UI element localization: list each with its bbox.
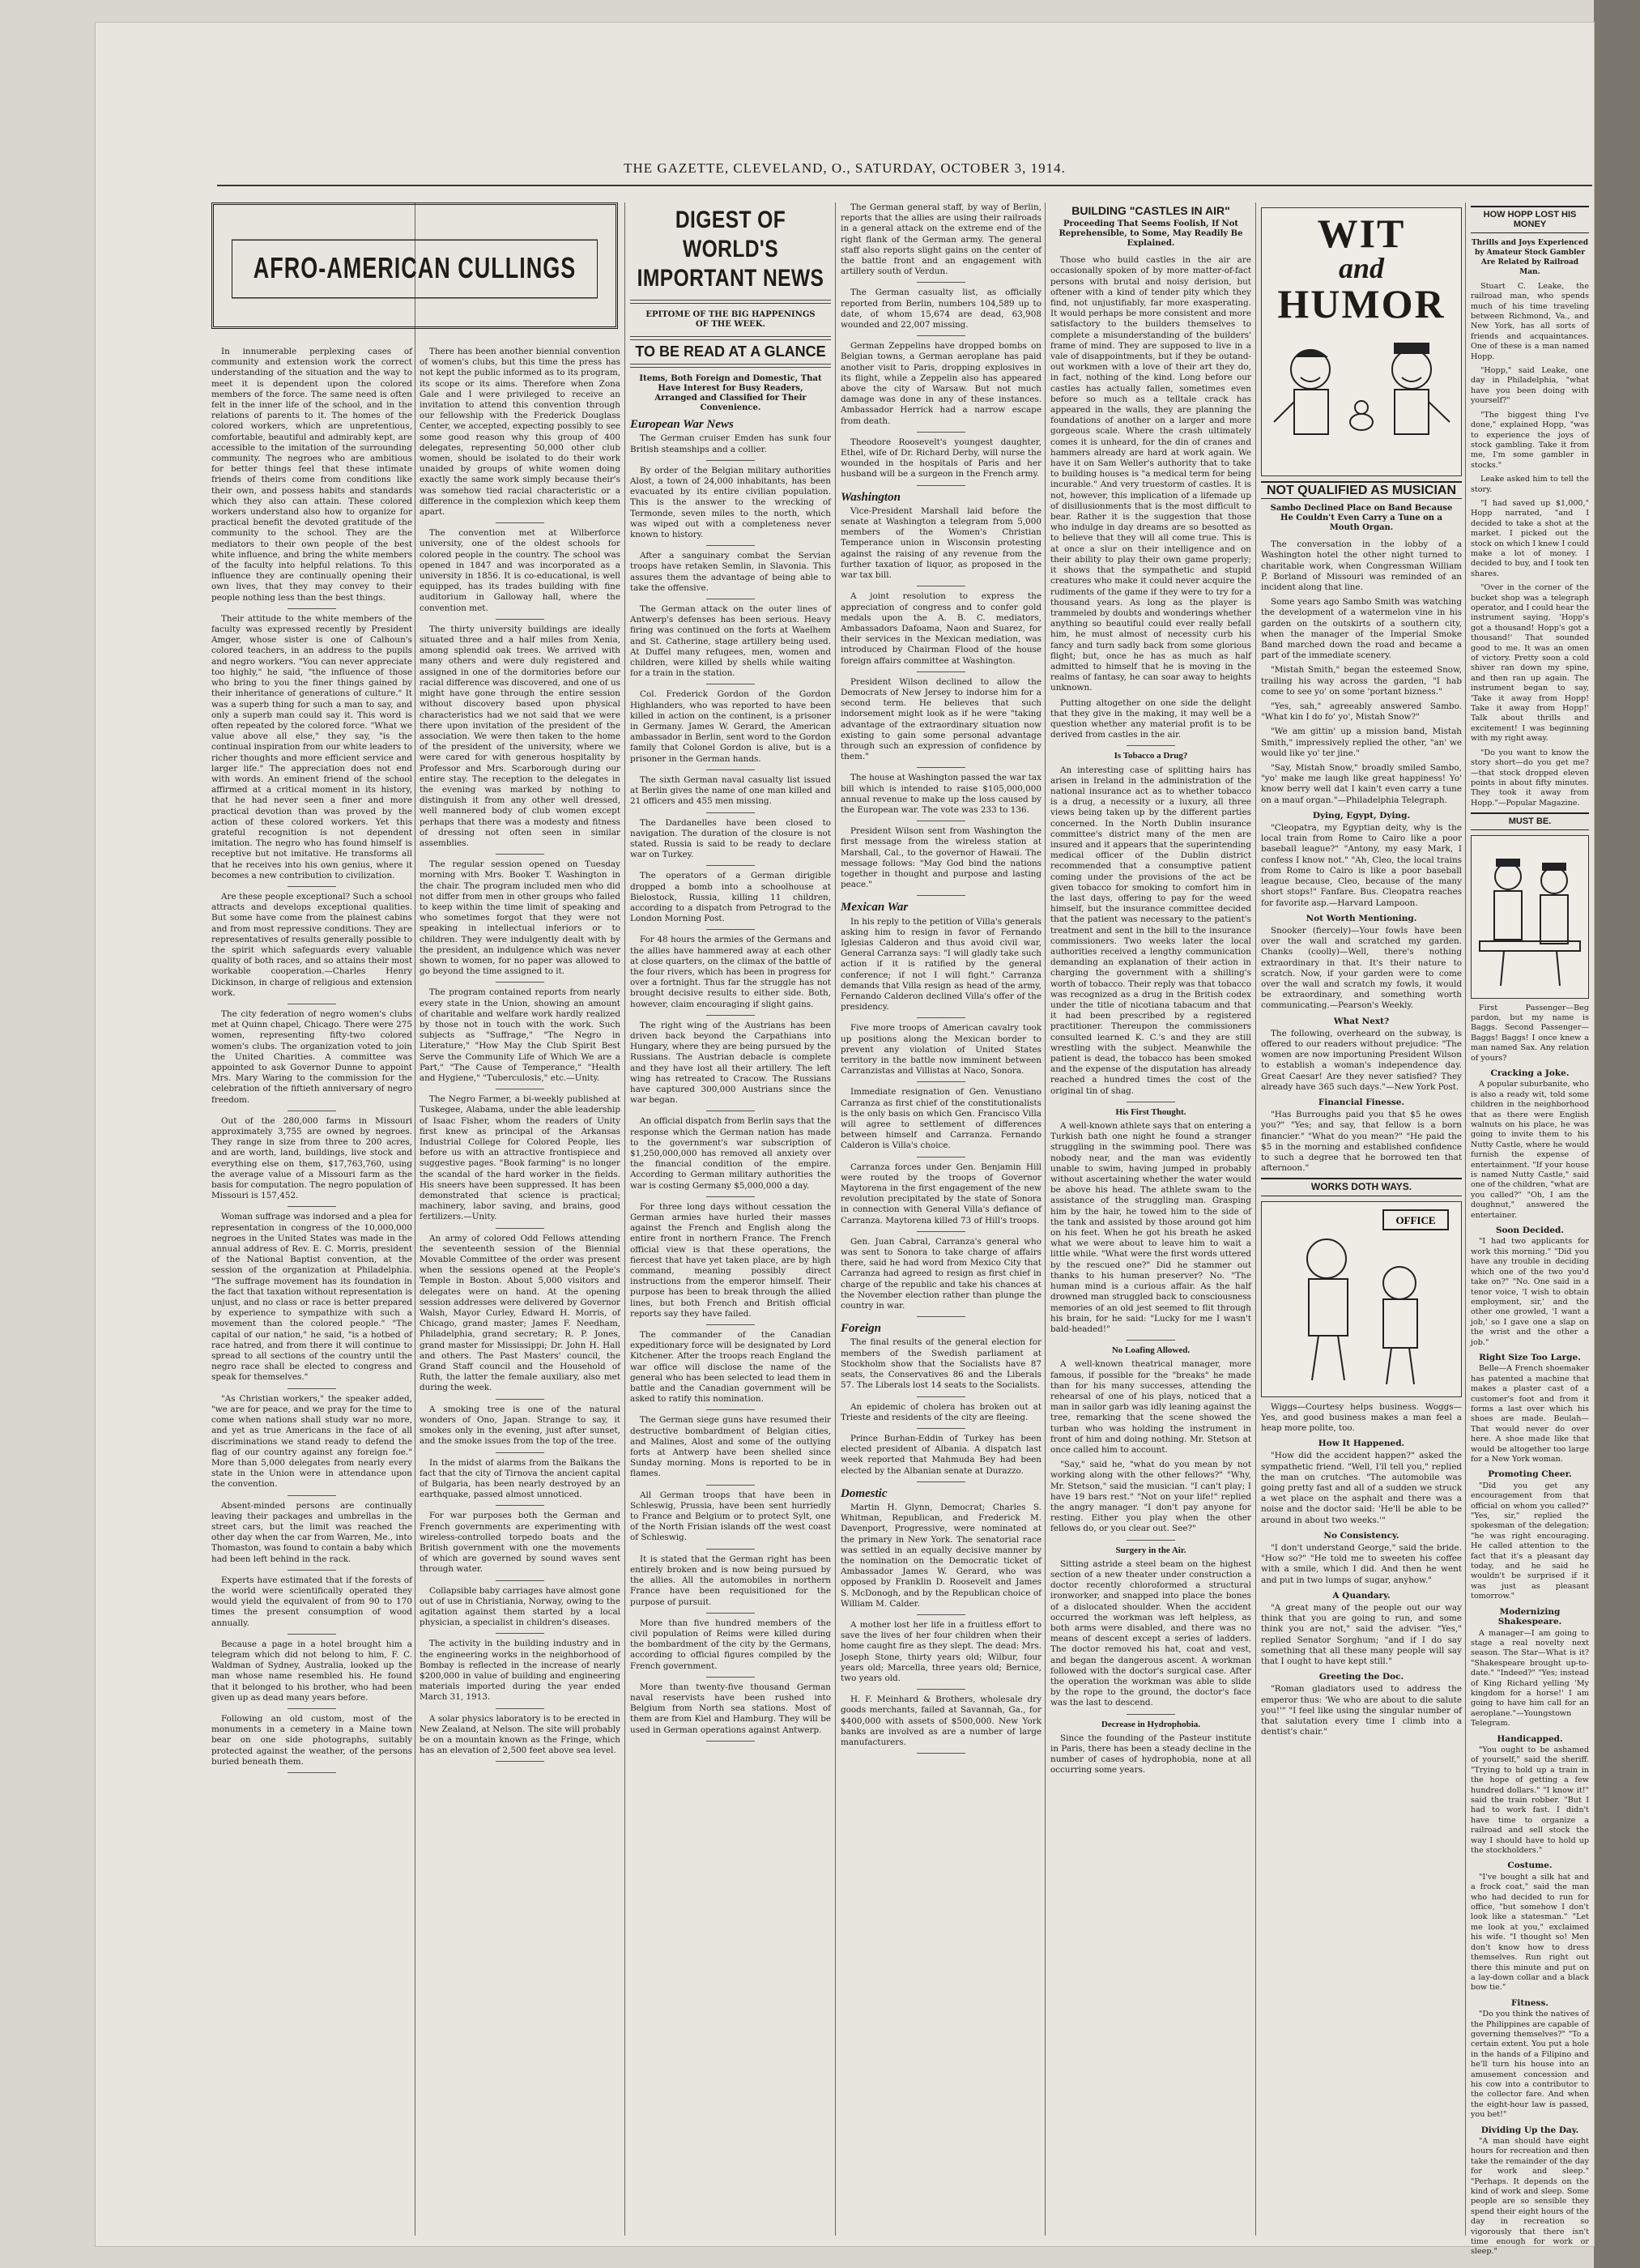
passengers-illustration bbox=[1472, 836, 1588, 996]
item-separator bbox=[917, 485, 965, 486]
article-paragraph: "Over in the corner of the bucket shop was a telegraph operator, and I could hear the instrument saying, 'Hopp's got a thousand! Hopp's got a thousand!' That sounded good to me. It was an omen of victory. Pretty soon a cold shiver ran down my spine, and then ran up again. The instrument began to say, 'Take it away from Hopp! Take it away from Hopp!' Talk about thrills and excitement! I was beginning with my right away. bbox=[1471, 583, 1589, 744]
article-paragraph: Out of the 280,000 farms in Missouri approximately 3,755 are owned by negroes. They range in size from three to 200 acres, and are worth, land, buildings, live stock and everything else on them, $17,763,760, using the average value of a Missouri farm as the basis for computation. The negro population of Missouri is 157,452. bbox=[211, 1115, 412, 1201]
joke-text: "I had two applicants for work this morning." "Did you have any trouble in deciding which one of the two you'd take on?" "No. One said in a tenor voice, 'I wish to obtain employment, sir,' and the other one growled, 'I want a job,' so I gave one a slap on the wrist and the other a job." bbox=[1471, 1237, 1589, 1347]
article-paragraph: A solar physics laboratory is to be erected in New Zealand, at Nelson. The site will probably be on a mountain known as the Fringe, which has an elevation of 2,500 feet above sea level. bbox=[420, 1713, 620, 1756]
joke-text: "Roman gladiators used to address the emperor thus: 'We who are about to die salute you!'" "I feel like using the singular number of that salutation every time I climb into a dentist's chair." bbox=[1261, 1684, 1462, 1737]
article-paragraph: Carranza forces under Gen. Benjamin Hill were routed by the troops of Governor Maytorena in the first engagement of the new revolution precipitated by the state of Sonora in connection with General Villa's defiance of Carranza. Maytorena killed 73 of Hill's troops. bbox=[841, 1162, 1042, 1226]
item-separator bbox=[496, 1708, 544, 1709]
joke-text: Snooker (fiercely)—Your fowls have been over the wall and scratched my garden. Chanks (coolly)—Well, there's nothing extraordinary in that. It's their nature to scratch. Now, if your garden were to come over the wall and scratch my fowls, it would be extraordinary, and something worth communicating.—Pearson's Weekly. bbox=[1261, 925, 1462, 1011]
digest-title: DIGEST OF WORLD'S IMPORTANT NEWS bbox=[637, 207, 824, 292]
article-paragraph: More than five hundred members of the civil population of Reims were killed during the bombardment of the city by the Germans, according to official figures compiled by the French government. bbox=[630, 1618, 831, 1671]
item-separator bbox=[496, 854, 544, 855]
joke-heading: Greeting the Doc. bbox=[1318, 1672, 1404, 1682]
humor-title: HUMOR bbox=[1277, 281, 1446, 326]
article-paragraph: Prince Burhan-Eddin of Turkey has been elected president of Albania. A dispatch last week reported that Mahmuda Bey had been elected by the Albanian senate at Durazzo. bbox=[841, 1433, 1042, 1476]
cartoon-caption: NOT QUALIFIED AS MUSICIAN bbox=[1261, 481, 1462, 499]
article-paragraph: "Yes, sah," agreeably answered Sambo. "What kin I do fo' yo', Mistah Snow?" bbox=[1261, 701, 1462, 723]
item-separator bbox=[706, 1613, 755, 1614]
article-paragraph: A smoking tree is one of the natural wonders of Ono, Japan. Strange to say, it smokes only in the evening, just after sunset, and the smoke issues from the top of the tree. bbox=[420, 1404, 620, 1447]
article-paragraph: Following an old custom, most of the monuments in a cemetery in a Maine town bear on one side photographs, suitably protected against the weather, of the persons buried beneath them. bbox=[211, 1713, 412, 1767]
item-separator bbox=[706, 1015, 755, 1016]
joke-text: "A man should have eight hours for recreation and then take the remainder of the day for work and sleep." "Perhaps. It depends on the kind of work and sleep. Some people are so sensible they spend their eight hours of the day in recreation so vigorously that there isn't time enough for work or sleep." bbox=[1471, 2137, 1589, 2257]
article-paragraph: A joint resolution to express the appreciation of congress and to confer gold medals upon the A. B. C. mediators, Ambassadors Dafoama, Naon and Suarez, for their services in the Mexican mediation, was introduced by Chairman Flood of the house foreign affairs committee at Washington. bbox=[841, 591, 1042, 666]
article-paragraph: The final results of the general election for members of the Swedish parliament at Stockholm show that the Socialists have 87 seats, the Conservatives 86 and the Liberals 57. The Liberals lost 14 seats to the Socialists. bbox=[841, 1337, 1042, 1391]
item-separator bbox=[496, 1228, 544, 1229]
article-paragraph: Their attitude to the white members of the faculty was expressed recently by President Amger, whose sister is one of Calhoun's colored teachers, in an address to the pupils and negro workers. "You can never appreciate too highly," he said, "the influence of those who bring to you the finer things gained by their inheritance of generations of culture." It was a superb thing for such a man to say, and only a superb man could say it. This word is often repeated by the colored force. "What we value above all else," they say, "is the continual inspiration from our white leaders to richer thoughts and more efficient service and larger life." The appreciation does not end with words. An eminent friend of the school affirmed at a critical moment in its history, that he had never seen a finer and more practical devotion than was proved by the action of these colored workers. Yet this grateful recognition is not dependent imitation. The negro who has found himself is receptive but not imitative. He transforms all that he receives into his own genius, where it becomes a new contribution to civilization. bbox=[211, 613, 412, 880]
article-paragraph: In his reply to the petition of Villa's generals asking him to resign in favor of Fernando Iglesias Calderon and thus avoid civil war, General Carranza says: "I will gladly take such action if it is ratified by the general conference; if not I will fight." Carranza demands that Villa resign as head of the army, Fernando Calderon declined Villa's offer of the presidency. bbox=[841, 916, 1042, 1013]
item-separator bbox=[917, 282, 965, 283]
article-heading: Is Tobacco a Drug? bbox=[1114, 751, 1188, 761]
joke-heading: Dying, Egypt, Dying. bbox=[1312, 810, 1411, 821]
item-separator bbox=[917, 335, 965, 336]
article-paragraph: Five more troops of American cavalry took up positions along the Mexican border to prevent any violation of United States territory in the battle now imminent between Carranzistas and Villistas at Naco, Sonora. bbox=[841, 1023, 1042, 1076]
article-paragraph: A mother lost her life in a fruitless effort to save the lives of her four children when their home caught fire as they slept. The dead: Mrs. Joseph Stone, thirty years old; Wilbur, four years old; Marcella, three years old; Bernice, two years old. bbox=[841, 1619, 1042, 1683]
item-separator bbox=[706, 929, 755, 930]
item-separator bbox=[706, 1741, 755, 1742]
item-separator bbox=[706, 1196, 755, 1197]
item-separator bbox=[706, 1677, 755, 1678]
article-paragraph: The regular session opened on Tuesday morning with Mrs. Booker T. Washington in the chair. The program included men who did not differ from men in other groups who failed to keep within the time limit of speaking and who sometimes forgot that they were not speaking in intellectual inferiors or to children. They were indulgently dealt with by the president, an indulgence which was never shown to women, for no paper was allowed to go beyond the time assigned to it. bbox=[420, 859, 620, 977]
article-paragraph: The program contained reports from nearly every state in the Union, showing an amount of charitable and welfare work hardly realized by those not in touch with the work. Such subjects as "Suffrage," "The Negro in Literature," "How May the Club Spirit Best Serve the Community Life of Which We are a Part," "The Cause of Temperance," "Health and Hygiene," "Tuberculosis," etc.—Unity. bbox=[420, 987, 620, 1083]
column-wit-humor bbox=[1261, 202, 1462, 2228]
article-heading: Surgery in the Air. bbox=[1115, 1545, 1186, 1555]
article-paragraph: The German casualty list, as officially reported from Berlin, numbers 104,589 up to date, of whom 15,674 are dead, 63,908 wounded and 22,007 missing. bbox=[841, 288, 1042, 330]
article-paragraph: An interesting case of splitting hairs has arisen in Ireland in the administration of the national insurance act as to whether tobacco is a drug, a necessity or a luxury, all three views being taken up by the different parties concerned. In the North Dublin insurance committee's district many of the men are insured and it appears that the superintending medical officer of the Dublin district recommended that a consumptive patient coming under the provisions of the act be given tobacco for smoking to comfort him in the last days, offering to pay for the weed himself, but the insurance committee decided that the patient was necessary to the patient's treatment and sent in the bill to the insurance commissioners. Two weeks later the local authorities received a lengthy communication demanding an explanation of their action in charging the government with a shilling's worth of tobacco. Their reply was that tobacco was recognized as a drug in the British codex under the title of nicotiana tabacum and that it had been prescribed by a registered practitioner. Thereupon the commissioners consulted learned K. C.'s and they are still wrestling with the subject. Meanwhile the patient is dead, the tobacco has been smoked and the expense of the disputation has already reached a hundred times the cost of the original tin of shag. bbox=[1050, 765, 1251, 1096]
hopp-title: HOW HOPP LOST HIS MONEY bbox=[1471, 206, 1589, 233]
cartoon-caption: MUST BE. bbox=[1471, 812, 1589, 829]
article-paragraph: More than twenty-five thousand German naval reservists have been rushed into Belgium from North sea stations. Most of them are from Kiel and Hamburg. They will be used in German operations against Antwerp. bbox=[630, 1682, 831, 1735]
cartoon-caption: WORKS DOTH WAYS. bbox=[1261, 1178, 1462, 1196]
item-separator bbox=[917, 1017, 965, 1018]
item-separator bbox=[288, 1206, 336, 1207]
item-separator bbox=[706, 1485, 755, 1486]
column-cullings-2 bbox=[420, 347, 620, 2226]
column-rule bbox=[1255, 202, 1256, 2236]
column-cullings-1 bbox=[211, 347, 412, 2226]
article-heading: His First Thought. bbox=[1115, 1106, 1186, 1117]
article-paragraph: All German troops that have been in Schleswig, Prussia, have been sent hurriedly to France and Belgium or to protect Sylt, one of the North Frisian islands off the west coast of Schleswig. bbox=[630, 1490, 831, 1543]
item-separator bbox=[917, 1753, 965, 1754]
office-sign-text: OFFICE bbox=[1395, 1213, 1436, 1226]
wit-humor-cartoon bbox=[1261, 207, 1462, 476]
article-heading: Decrease in Hydrophobia. bbox=[1101, 1719, 1201, 1729]
joke-heading: Costume. bbox=[1507, 1861, 1553, 1871]
item-separator bbox=[706, 812, 755, 813]
item-separator bbox=[706, 1409, 755, 1410]
item-separator bbox=[917, 1231, 965, 1232]
cullings-header bbox=[211, 202, 618, 340]
joke-text: "I don't understand George," said the bride. "How so?" "He told me to sweeten his coffee with a smile, which I did. And then he went and put in two lumps of sugar, anyhow." bbox=[1261, 1543, 1462, 1585]
cartoon-text: First Passenger—Beg pardon, but my name is Baggs. Second Passenger—Baggs! Baggs! I once knew a man named Sax. Any relation of yours? bbox=[1471, 1003, 1589, 1063]
item-separator bbox=[917, 1396, 965, 1397]
article-paragraph: Stuart C. Leake, the railroad man, who spends much of his time traveling between Richmond, Va., and New York, has all sorts of friends and acquaintances. One of these is a man named Hopp. bbox=[1471, 281, 1589, 361]
article-paragraph: The activity in the building industry and in the engineering works in the neighborhood of Bombay is reflected in the increase of nearly $200,000 in value of building and engineering materials imported during the year ended March 31, 1913. bbox=[420, 1639, 620, 1703]
article-paragraph: Sitting astride a steel beam on the highest section of a new theater under construction a doctor recently chloroformed a structural ironworker, and snapped into place the bones of a dislocated shoulder. When the accident occurred the workman was left helpless, as both arms were disabled, and there was no means of descent except a series of ladders. The doctor removed his hat, coat and vest, and began the dangerous ascent. A workman followed with the doctor's surgical case. After the operation the workman was able to slide by the rope to the ground, the doctor's face was the last to descend. bbox=[1050, 1558, 1251, 1708]
item-separator bbox=[917, 1428, 965, 1429]
column-rule bbox=[1045, 202, 1046, 2236]
article-paragraph: President Wilson declined to allow the Democrats of New Jersey to indorse him for a second term. He believes that such indorsement might look as if he were "taking advantage of the extraordinary situation now existing to gain some personal advantage through such an expression of confidence by them." bbox=[841, 676, 1042, 762]
item-separator bbox=[288, 1570, 336, 1571]
joke-heading: Financial Finesse. bbox=[1318, 1097, 1405, 1107]
column-rule bbox=[624, 202, 625, 2236]
article-paragraph: Experts have estimated that if the forests of the world were scientifically operated they would yield the equivalent of from 90 to 170 times the present consumption of wood annually. bbox=[211, 1575, 412, 1628]
item-separator bbox=[706, 1549, 755, 1550]
article-paragraph: Theodore Roosevelt's youngest daughter, Ethel, wife of Dr. Richard Derby, will nurse the wounded in the hospitals of Paris and her husband will be a surgeon in the French army. bbox=[841, 437, 1042, 480]
item-separator bbox=[706, 460, 755, 461]
item-separator bbox=[917, 1316, 965, 1317]
passengers-cartoon bbox=[1471, 835, 1589, 999]
item-separator bbox=[496, 1452, 544, 1453]
and-title: and bbox=[1338, 252, 1385, 284]
column-rule bbox=[835, 202, 836, 2236]
item-separator bbox=[917, 1614, 965, 1615]
article-paragraph: The Negro Farmer, a bi-weekly published at Tuskegee, Alabama, under the able leadership of Isaac Fisher, whom the readers of Unity first knew as principal of the Arkansas Industrial College for Colored People, lies before us with an attractive frontispiece and suggestive pages. "Book farming" is no longer the scandal of the hard worker in the fields. His sneers have been suppressed. It has been demonstrated that science is practical; machinery, labor saving, and brains, good fertilizers.—Unity. bbox=[420, 1094, 620, 1222]
joke-heading: Promoting Cheer. bbox=[1488, 1469, 1572, 1480]
column-castles bbox=[1050, 202, 1251, 2228]
joke-text: "Cleopatra, my Egyptian deity, why is the local train from Rome to Cairo like a poor baseball league?" "Antony, my easy Mark, I confess I know not." "Ah, Cleo, the local trains from Rome to Cairo is like a poor baseball league because, Cleo, because of the many short stops!" Fanfare. Bus. Cleopatra reaches for favorite asp.—Harvard Lampoon. bbox=[1261, 823, 1462, 908]
article-paragraph: Immediate resignation of Gen. Venustiano Carranza as first chief of the constitutionalists is the only basis on which Gen. Francisco Villa will agree to settlement of differences between himself and Carranza. Fernando Calderon is Villa's choice. bbox=[841, 1087, 1042, 1151]
article-paragraph: A well-known athlete says that on entering a Turkish bath one night he found a stranger struggling in the swimming pool. There was nobody near, and the man was evidently unable to swim, having jumped in probably without ascertaining whether the water would be above his head. The athlete swam to the assistance of the struggling man. Grasping him by the hair, he towed him to the side of the tank and assisted by those around got him on his feet. When he got his breath he asked what we were about to leave him to wait a little while. "What were the first words uttered by the rescued one?" Did he stammer out thanks to his human preserver? No. "The human mind is a curious affair. As the half drowned man struggled back to consciousness memories of an old jest seemed to flit through his brain, for he said: "Lucky for me I wasn't bald-headed!" bbox=[1050, 1121, 1251, 1334]
joke-heading: A Quandary. bbox=[1332, 1590, 1391, 1601]
item-separator bbox=[496, 1580, 544, 1581]
joke-heading: How It Happened. bbox=[1318, 1439, 1405, 1449]
article-paragraph: The commander of the Canadian expeditionary force will be designated by Lord Kitchener. After the troops reach England the war office will disclose the name of the general who has been selected to lead them in battle and the Canadian government will be asked to ratify this nomination. bbox=[630, 1330, 831, 1405]
item-separator bbox=[288, 608, 336, 609]
article-paragraph: "I had saved up $1,000," Hopp narrated, "and I decided to take a shot at the market. I picked out the stock on which I knew I could make a lot of money. I decided to buy, and I took ten shares. bbox=[1471, 498, 1589, 578]
cullings-title: AFRO-AMERICAN CULLINGS bbox=[232, 240, 598, 299]
article-paragraph: "Hopp," said Leake, one day in Philadelphia, "what have you been doing with yourself?" bbox=[1471, 366, 1589, 406]
section-heading: European War News bbox=[630, 418, 734, 432]
article-paragraph: A well-known theatrical manager, more famous, if possible for the "breaks" he made than for his many successes, attending the rehearsal of one of his plays, noticed that a man in sailor garb was idly leaning against the tree, remarking that the scene showed the turban who was holding the instrument in front of him and doing nothing. Mr. Stetson at once called him to account. bbox=[1050, 1359, 1251, 1455]
column-rule bbox=[1465, 202, 1466, 2236]
joke-heading: Soon Decided. bbox=[1495, 1226, 1565, 1236]
joke-heading: Right Size Too Large. bbox=[1479, 1352, 1581, 1362]
article-paragraph: "As Christian workers," the speaker added, "we are for peace, and we pray for the time to come when nations shall study war no more, and yet as true Americans in the face of all discriminations we stand ready to defend the flag of our country against any foreign foe." More than 5,000 delegates from nearly every state in the Union were in attendance upon the convention. bbox=[211, 1393, 412, 1490]
article-paragraph: H. F. Meinhard & Brothers, wholesale dry goods merchants, failed at Savannah, Ga., for $400,000 with assets of $500,000. New York banks are involved as are a number of large manufacturers. bbox=[841, 1695, 1042, 1747]
item-separator bbox=[917, 671, 965, 672]
section-heading: Washington bbox=[841, 490, 901, 504]
article-paragraph: For war purposes both the German and French governments are experimenting with wireless-controlled torpedo boats and the British government with one the movements of which are governed by sound waves sent through water. bbox=[420, 1511, 620, 1575]
joke-text: "How did the accident happen?" asked the sympathetic friend. "Well, I'll tell you," replied the man on crutches. "The automobile was going pretty fast and all of a sudden we struck a wet place on the asphalt and there was a noise and the doctor said: 'He'll be able to be around in about two weeks.'" bbox=[1261, 1451, 1462, 1525]
article-paragraph: "Mistah Smith," began the esteemed Snow, trailing his way across the garden, "I hab come to see yo' on some 'portant bizness." bbox=[1261, 665, 1462, 697]
article-paragraph: The convention met at Wilberforce university, one of the oldest schools for colored people in the country. The school was opened in 1847 and was incorporated as a university in 1856. It is co-educational, is well equipped, has its trades building with fine auditorium in Galloway hall, where the convention met. bbox=[420, 528, 620, 613]
joke-heading: Modernizing Shakespeare. bbox=[1497, 1606, 1562, 1627]
item-separator bbox=[496, 1761, 544, 1762]
digest-subtitle-2: TO BE READ AT A GLANCE bbox=[635, 343, 826, 360]
joke-text: A popular suburbanite, who is also a ready wit, told some children in the neighborhood that as there were English walnuts on his place, he was going to invite them to his Nutty Castle, where he would furnish the expense of entertainment. "If your house is named Nutty Castle," said one of the children, "what are you called?" "Oh, I am the doughnut," answered the entertainer. bbox=[1471, 1080, 1589, 1220]
article-paragraph: President Wilson sent from Washington the first message from the wireless station at Marshall, Cal., to the governor of Hawaii. The message follows: "May God bind the nations together in thought and purpose and lasting peace." bbox=[841, 826, 1042, 890]
item-separator bbox=[288, 1708, 336, 1709]
cartoon-text: Wiggs—Courtesy helps business. Woggs—Yes, and good business makes a man feel a heap more polite, too. bbox=[1261, 1401, 1462, 1433]
column-news bbox=[841, 202, 1042, 2228]
article-paragraph: The German siege guns have resumed their destructive bombardment of Belgian cities, and Malines, Alost and some of the outlying forts at Antwerp have been shelled since Sunday morning. Mons is reported to be in flames. bbox=[630, 1415, 831, 1479]
item-separator bbox=[496, 1399, 544, 1400]
article-paragraph: In the midst of alarms from the Balkans the fact that the city of Tirnova the ancient capital of Bulgaria, has been nearly destroyed by an earthquake, passed almost unnoticed. bbox=[420, 1457, 620, 1500]
joke-heading: Handicapped. bbox=[1497, 1733, 1563, 1744]
article-paragraph: For 48 hours the armies of the Germans and the allies have hammered away at each other at close quarters, on the climax of the battle of the four rivers, which has been in progress for over a fortnight. Thus far the struggle has not brought decisive results to either side. Both, however, claim encouraging if slight gains. bbox=[630, 935, 831, 1009]
article-paragraph: "We am gittin' up a mission band, Mistah Smith," impressively replied the other, "an' we would like yo' ter jine." bbox=[1261, 727, 1462, 758]
article-paragraph: The sixth German naval casualty list issued at Berlin gives the name of one man killed and 21 officers and 455 men missing. bbox=[630, 774, 831, 807]
office-illustration bbox=[1262, 1202, 1461, 1395]
joke-heading: Not Worth Mentioning. bbox=[1306, 913, 1417, 923]
item-separator bbox=[288, 1772, 336, 1773]
article-paragraph: An epidemic of cholera has broken out at Trieste and residents of the city are fleeing. bbox=[841, 1401, 1042, 1422]
article-paragraph: Putting altogether on one side the delight that they give in the making, it may well be a question whether any material profit is to be derived from castles in the air. bbox=[1050, 697, 1251, 740]
article-paragraph: "Say, Mistah Snow," broadly smiled Sambo, "yo' make me laugh like great happiness! Yo' know berry well dat I kain't even carry a tune on a mauf organ."—Philadelphia Telegraph. bbox=[1261, 763, 1462, 805]
article-paragraph: Some years ago Sambo Smith was watching the development of a watermelon vine in his garden on the outskirts of a southern city, when the manager of the Imperial Smoke Band marched down the road and became a part of the immediate scenery. bbox=[1261, 597, 1462, 661]
castles-title: BUILDING "CASTLES IN AIR" bbox=[1071, 204, 1230, 217]
hopp-deck: Thrills and Joys Experienced by Amateur Stock Gambler Are Related by Railroad Man. bbox=[1471, 238, 1589, 276]
article-paragraph: Since the founding of the Pasteur institute in Paris, there has been a steady decline in the number of cases of hydrophobia, none at all occurring some years. bbox=[1050, 1733, 1251, 1776]
office-cartoon bbox=[1261, 1201, 1462, 1397]
article-paragraph: It is stated that the German right has been entirely broken and is now being pursued by the allies. All the automobiles in northern France have been requisitioned for the purpose of pursuit. bbox=[630, 1554, 831, 1607]
article-paragraph: By order of the Belgian military authorities Alost, a town of 24,000 inhabitants, has been evacuated by its entire civilian population. This is the answer to the wrecking of Termonde, seven miles to the north, which was wiped out with a completeness never known to history. bbox=[630, 465, 831, 540]
item-separator bbox=[496, 522, 544, 523]
section-heading: Foreign bbox=[841, 1322, 882, 1336]
article-paragraph: Because a page in a hotel brought him a telegram which did not belong to him, F. C. Waldman of Sydney, Australia, looked up the man whose name resembled his. He found that it belonged to his brother, who had been given up as dead many years before. bbox=[211, 1639, 412, 1703]
item-separator bbox=[496, 1633, 544, 1634]
article-paragraph: There has been another biennial convention of women's clubs, but this time the press has not kept the public informed as to its program, its scope or its aims. Therefore when Zona Gale and I were privileged to receive an invitation to attend this convention through our fellowship with the Frederick Douglass Center, we accepted, expecting possibly to see some good reason why this group of 400 delegates, representing 50,000 other club women, should be isolated to do their work unaided by groups of white women doing exactly the same work simply because their's was somehow tied racial characteristic or a difference in the complexion which keep them apart. bbox=[420, 347, 620, 518]
joke-text: "Has Burroughs paid you that $5 he owes you?" "Yes; and say, that fellow is a born financier." "What do you mean?" "He paid the $5 in the morning and established confidence to such a degree that he borrowed ten that afternoon." bbox=[1261, 1110, 1462, 1174]
article-paragraph: The thirty university buildings are ideally situated three and a half miles from Xenia, among splendid oak trees. We arrived with many others and were duly registered and assigned in one of the dormitories before our racial difference was discovered, and one of us might have gone through the entire session without discovery based upon physical characteristics had we not said that we were there upon invitation of the president of the association. We were then taken to the home of the president of the university, where we were cared for with generous hospitality by Professor and Mrs. Scarborough during our entire stay. The reception to the delegates in the evening was marked by nothing to distinguish it from any other well dressed, well mannered body of club women except perhaps that there was a modesty and fitness of dressing not often seen in similar assemblies. bbox=[420, 624, 620, 848]
article-paragraph: The Dardanelles have been closed to navigation. The duration of the closure is not stated. Russia is said to be ready to declare war on Turkey. bbox=[630, 817, 831, 860]
joke-heading: No Consistency. bbox=[1323, 1530, 1399, 1541]
masthead-rule bbox=[217, 185, 1592, 186]
joke-text: The following, overheard on the subway, is offered to our readers without prejudice: "The women are now importuning President Wilson to establish a woman's independence day. Great Caesar! Are they never satisfied? They already have 365 such days."—New York Post. bbox=[1261, 1028, 1462, 1092]
article-paragraph: The German general staff, by way of Berlin, reports that the allies are using their railroads in a general attack on the extreme end of the right flank of the German army. The general staff also reports slight gains on the center of the battle front and an engagement with artillery south of Verdun. bbox=[841, 202, 1042, 277]
joke-text: Belle—A French shoemaker has patented a machine that makes a plaster cast of a customer's foot and from it forms a last over which his shoes are made. Beulah—That would never do over here. A shoe made like that would be altogether too large for a New York woman. bbox=[1471, 1364, 1589, 1464]
joke-text: "A great many of the people out our way think that you are going to run, and some think you are not," said the adviser. "Yes," replied Senator Sorghum; "and if I do say something that all these many people will say that I ought to have kept still." bbox=[1261, 1603, 1462, 1667]
article-paragraph: For three long days without cessation the German armies have hurled their masses against the French and English along the entire front in northern France. The French official view is that these operations, the fiercest that have yet taken place, are by high command, meaning possibly direct instructions from the emperor himself. Their purpose has been to break through the allied lines, but both French and British official reports say they have failed. bbox=[630, 1201, 831, 1319]
article-paragraph: Those who build castles in the air are occasionally spoken of by more matter-of-fact persons with brutal and noisy derision, but oftener with a kind of tender pity which they find, not unjustifiably, far more exasperating. It would perhaps be more consistent and more satisfactory to the builders themselves to complete a misunderstanding of the builders' frame of mind. They are supposed to live in a vale of disappointments, but if they be outand-out workmen with a love of their art they do, in fact, nothing of the kind. Long before our castles has actually fallen, sometimes even before so much as a telltale crack has appeared in the walls, they are planning the foundations of another on a larger and more gorgeous scale. Where the crash ultimately comes it is unheard, for the din of cranes and hammers already are hard at work again. We have it on Sam Weller's authority that to take to building houses is "a medical term for being incurable." And very truestorm of castles. It is not, however, this implication of a lifemade up of disillusionments that is the most difficult to bear. Rather it is the suggestion that those who indulge in day dreams are so besotted as to believe that they will all come true. This is at once a slur on their intelligence and on their ability to play their own game properly; it shows that the sympathetic and stupid creatures who make it could never acquire the rudiments of the game if they were to try for a thousand years. As long as the player is trammeled by doubts and wonderings whether anything so beautiful could ever really befall him, he must almost of necessity curb his fancy and turn sadly back from some glorious flight; but, once he has as much as half admitted to himself that he is moving in the realms of fantasy, he can soar away to heights unknown. bbox=[1050, 255, 1251, 693]
article-paragraph: After a sanguinary combat the Servian troops have retaken Semlin, in Slavonia. This assures them the advantage of being able to take the offensive. bbox=[630, 551, 831, 593]
article-paragraph: In innumerable perplexing cases of community and extension work the correct understanding of the situation and the way to meet it is dependent upon the colored members of the force. The same need is often felt in the inner life of the school, and in the relations of parents to it. The homes of the colored workers, which are unpretentious, comfortable, beautiful and admirably kept, are accessible to the imitation of the surrounding community. The negroes who are ambitious for better things feel that these intimate friends of theirs come from conditions like their own, and possess habits and standards which they also can attain. These colored workers understand also how to organize for practical benefit the devoted gratitude of the community to the school. They are the mediators to their own people of the best white influence, and bring the white members of the faculty into helpful relations. To this influence they are continually opening their own lives, that they may convey to their people nothing less than the best things. bbox=[211, 347, 412, 603]
joke-text: "I've bought a silk hat and a frock coat," said the man who had decided to run for office, "but somehow I don't look like a statesman." "Let me look at you," exclaimed his wife. "I thought so! Men don't know how to dress themselves. Run right out there this minute and put on a lay-down collar and a black bow tie." bbox=[1471, 1872, 1589, 1993]
item-separator bbox=[288, 1495, 336, 1496]
article-paragraph: An official dispatch from Berlin says that the response which the German nation has made to the government's war subscription of $1,250,000,000 has removed all anxiety over the financial condition of the empire. According to German military authorities the war is costing Germany $5,000,000 a day. bbox=[630, 1116, 831, 1191]
article-paragraph: "Do you want to know the story short—do you get me?—that stock dropped eleven points in about fifty minutes. They took it away from Hopp."—Popular Magazine. bbox=[1471, 748, 1589, 808]
item-separator bbox=[496, 1505, 544, 1506]
article-paragraph: "The biggest thing I've done," explained Hopp, "was to experience the joys of stock gambling. Take it from me, I'm some gambler in stocks." bbox=[1471, 410, 1589, 470]
article-paragraph: Collapsible baby carriages have almost gone out of use in Christiania, Norway, owing to the agitation against them started by a local physician, a specialist in children's diseases. bbox=[420, 1585, 620, 1628]
column-hopp bbox=[1471, 202, 1589, 2257]
article-paragraph: The conversation in the lobby of a Washington hotel the other night turned to charitable work, when Congressman William P. Borland of Missouri was reminded of an incident along that line. bbox=[1261, 539, 1462, 593]
item-separator bbox=[917, 767, 965, 768]
joke-heading: Dividing Up the Day. bbox=[1480, 2125, 1579, 2135]
article-paragraph: Are these people exceptional? Such a school attracts and develops exceptional qualities. But some have come from the plainest cabins and from most repressive conditions. They are representatives of results generally possible to the spirit which safeguards every valuable quality of both races, and so attains their most workable cooperation.—Charles Henry Dickinson, in charge of religious and extension work. bbox=[211, 891, 412, 998]
item-separator bbox=[288, 1388, 336, 1389]
item-separator bbox=[706, 865, 755, 866]
castles-deck: Proceeding That Seems Foolish, If Not Reprehensible, to Some, May Readily Be Explained. bbox=[1059, 220, 1243, 249]
item-separator bbox=[917, 1481, 965, 1482]
wit-title: WIT bbox=[1317, 211, 1406, 256]
joke-heading: Fitness. bbox=[1510, 1997, 1549, 2008]
item-separator bbox=[917, 895, 965, 896]
article-paragraph: Leake asked him to tell the story. bbox=[1471, 475, 1589, 494]
article-paragraph: The house at Washington passed the war tax bill which is intended to raise $105,000,000 annual revenue to make up the loss caused by the European war. The vote was 233 to 136. bbox=[841, 773, 1042, 815]
article-paragraph: An army of colored Odd Fellows attending the seventeenth session of the Biennial Movable Committee of the order was present when the sessions opened at the People's Temple in Boston. About 5,000 visitors and delegates were on hand. At the opening session addresses were delivered by Governor Walsh, Mayor Curley, Edward H. Morris, of Chicago, grand master; James F. Needham, Philadelphia, grand secretary; R. P. Jones, grand master for Mississippi; Dr. John H. Hall and others. The Past Masters' council, the Grand Staff council and the Household of Ruth, the latter the female auxiliary, also met during the week. bbox=[420, 1233, 620, 1393]
column-digest bbox=[630, 202, 831, 2228]
newspaper-page bbox=[96, 23, 1594, 2257]
joke-text: A manager—I am going to stage a real novelty next season. The Star—What is it? "Shakespeare brought up-to-date." "Indeed?" "Yes; instead of King Richard yelling 'My kingdom for a horse!' I am going to have him call for an aeroplane."—Youngstown Telegram. bbox=[1471, 1628, 1589, 1729]
item-separator bbox=[288, 1634, 336, 1635]
joke-text: "You ought to be ashamed of yourself," said the sheriff. "Trying to hold up a train in the hope of getting a few hundred dollars." "I know it!" said the train robber. "But I had to work fast. I didn't have time to organize a railroad and sell stock the way I should have to hold up the stockholders." bbox=[1471, 1745, 1589, 1856]
article-paragraph: Gen. Juan Cabral, Carranza's general who was sent to Sonora to take charge of affairs there, said he had word from Mexico City that Carranza had agreed to resign as first chief in charge of the republic and take his chances at the November election rather than plunge the country in war. bbox=[841, 1236, 1042, 1311]
separator bbox=[630, 364, 831, 368]
article-paragraph: Col. Frederick Gordon of the Gordon Highlanders, who was reported to have been killed in action on the continent, is a prisoner in Germany. James W. Gerard, the American ambassador in Berlin, sent word to the Gordon family that Colonel Gordon is alive, but is a prisoner in the German hands. bbox=[630, 689, 831, 764]
joke-text: "Do you think the natives of the Philippines are capable of governing themselves?" "To a certain extent. You put a hole in the hands of a Filipino and he'll turn his house into an amusement concession and his cow into a contributor to the collector fare. And when the eight-hour law is passed, you bet!" bbox=[1471, 2010, 1589, 2120]
joke-heading: What Next? bbox=[1333, 1016, 1390, 1026]
page-edge-strip bbox=[1594, 0, 1640, 2268]
article-paragraph: The German attack on the outer lines of Antwerp's defenses has been serious. Heavy firing was continued on the forts at Waelhem and St. Catherine, stage artillery being used. At Duffel many refugees, men, women and children, were killed by shells while waiting for a train in the station. bbox=[630, 604, 831, 679]
cullings-title-box bbox=[211, 202, 618, 329]
item-separator bbox=[706, 545, 755, 546]
separator bbox=[630, 336, 831, 340]
article-heading: No Loafing Allowed. bbox=[1111, 1345, 1191, 1356]
two-men-laughing-illustration bbox=[1262, 325, 1461, 446]
digest-body bbox=[630, 433, 831, 1741]
article-paragraph: The right wing of the Austrians has been driven back beyond the Carpathians into Hungary, where they are being pursued by the Russians. The Austrian debacle is complete and they have lost all their artillery. The left wing has retreated to Cracow. The Russians have captured 300,000 Austrians since the war began. bbox=[630, 1020, 831, 1106]
section-heading: Mexican War bbox=[841, 901, 909, 914]
article-paragraph: The operators of a German dirigible dropped a bomb into a schoolhouse at Bielostock, Russia, killing 11 children, according to a dispatch from Petrograd to the London Morning Post. bbox=[630, 871, 831, 924]
musician-deck: Sambo Declined Place on Band Because He Couldn't Even Carry a Tune on a Mouth Organ. bbox=[1270, 504, 1453, 533]
item-separator bbox=[706, 1324, 755, 1325]
article-paragraph: "Say," said he, "what do you mean by not working along with the other fellows?" "Why, Mr. Stetson," said the musician. "I can't play; I have 19 bars rest." "Not on your life!" replied the angry manager. "I don't pay anyone for resting. Either you play when the other fellows do, or you clear out. See?" bbox=[1050, 1460, 1251, 1534]
digest-subtitle: EPITOME OF THE BIG HAPPENINGS OF THE WEEK. bbox=[645, 310, 816, 329]
item-separator bbox=[288, 886, 336, 887]
article-paragraph: Vice-President Marshall laid before the senate at Washington a telegram from 5,000 members of the Women's Christian Temperance union in Wisconsin protesting against the raising of any revenue from the further taxation of liquor, as proposed in the war tax bill. bbox=[841, 505, 1042, 581]
separator bbox=[630, 300, 831, 304]
joke-heading: Cracking a Joke. bbox=[1490, 1068, 1570, 1078]
article-paragraph: Martin H. Glynn, Democrat; Charles S. Whitman, Republican, and Frederick M. Davenport, Progressive, were nominated at the primary in New York. The senatorial race was settled in an equally decisive manner by the nomination on the Democratic ticket of Ambassador James W. Gerard, who was opposed by Franklin D. Roosevelt and James S. McDonogh, and by the Republican choice of William M. Calder. bbox=[841, 1502, 1042, 1609]
digest-deck: Items, Both Foreign and Domestic, That Have Interest for Busy Readers, Arranged and Classified for Their Convenience. bbox=[639, 374, 822, 413]
item-separator bbox=[917, 1081, 965, 1082]
item-separator bbox=[917, 1689, 965, 1690]
page-masthead: THE GAZETTE, CLEVELAND, O., SATURDAY, OCTOBER 3, 1914. bbox=[624, 160, 1066, 176]
article-paragraph: The German cruiser Emden has sunk four British steamships and a collier. bbox=[630, 433, 831, 454]
joke-text: "Did you get any encouragement from that official on whom you called?" "Yes, sir," replied the spokesman of the delegation; "he was right encouraging. He called attention to the fact that it's a pleasant day today, and he said he wouldn't be surprised if it was just as pleasant tomorrow." bbox=[1471, 1481, 1589, 1601]
item-separator bbox=[496, 982, 544, 983]
article-paragraph: Absent-minded persons are continually leaving their packages and umbrellas in the street cars, but the limit was reached the other day when the car from Warren, Me., into Thomaston, was found to contain a baby which had been left behind in the rack. bbox=[211, 1500, 412, 1564]
section-heading: Domestic bbox=[841, 1486, 888, 1500]
article-paragraph: Woman suffrage was indorsed and a plea for representation in congress of the 10,000,000 negroes in the United States was made in the annual address of Rev. E. C. Morris, president of the National Baptist convention, at the session of the organization at Philadelphia. "The suffrage movement has its foundation in the fact that taxation without representation is unjust, and no class or race is better prepared by experience to sympathize with such a movement than the colored people." "The capital of our nation," he said, "is a hotbed of race hatred, and from there it will continue to spread to all sections of the country until the negro race shall be elected to congress and speak for themselves." bbox=[211, 1212, 412, 1383]
item-separator bbox=[917, 432, 965, 433]
article-paragraph: The city federation of negro women's clubs met at Quinn chapel, Chicago. There were 275 women, representing fifty-two colored women's clubs. The organization voted to join the United Charities. A committee was appointed to ask Governor Dunne to appoint Mrs. Mary Waring to the commission for the celebration of the fiftieth anniversary of negro freedom. bbox=[211, 1008, 412, 1105]
item-separator bbox=[496, 619, 544, 620]
article-paragraph: German Zeppelins have dropped bombs on Belgian towns, a German aeroplane has paid another visit to Paris, dropping explosives in its flight, while a Zeppelin also has appeared above the city of Warsaw. But not much damage was done in any of these instances. Ambassador Herrick had a narrow escape from death. bbox=[841, 341, 1042, 426]
